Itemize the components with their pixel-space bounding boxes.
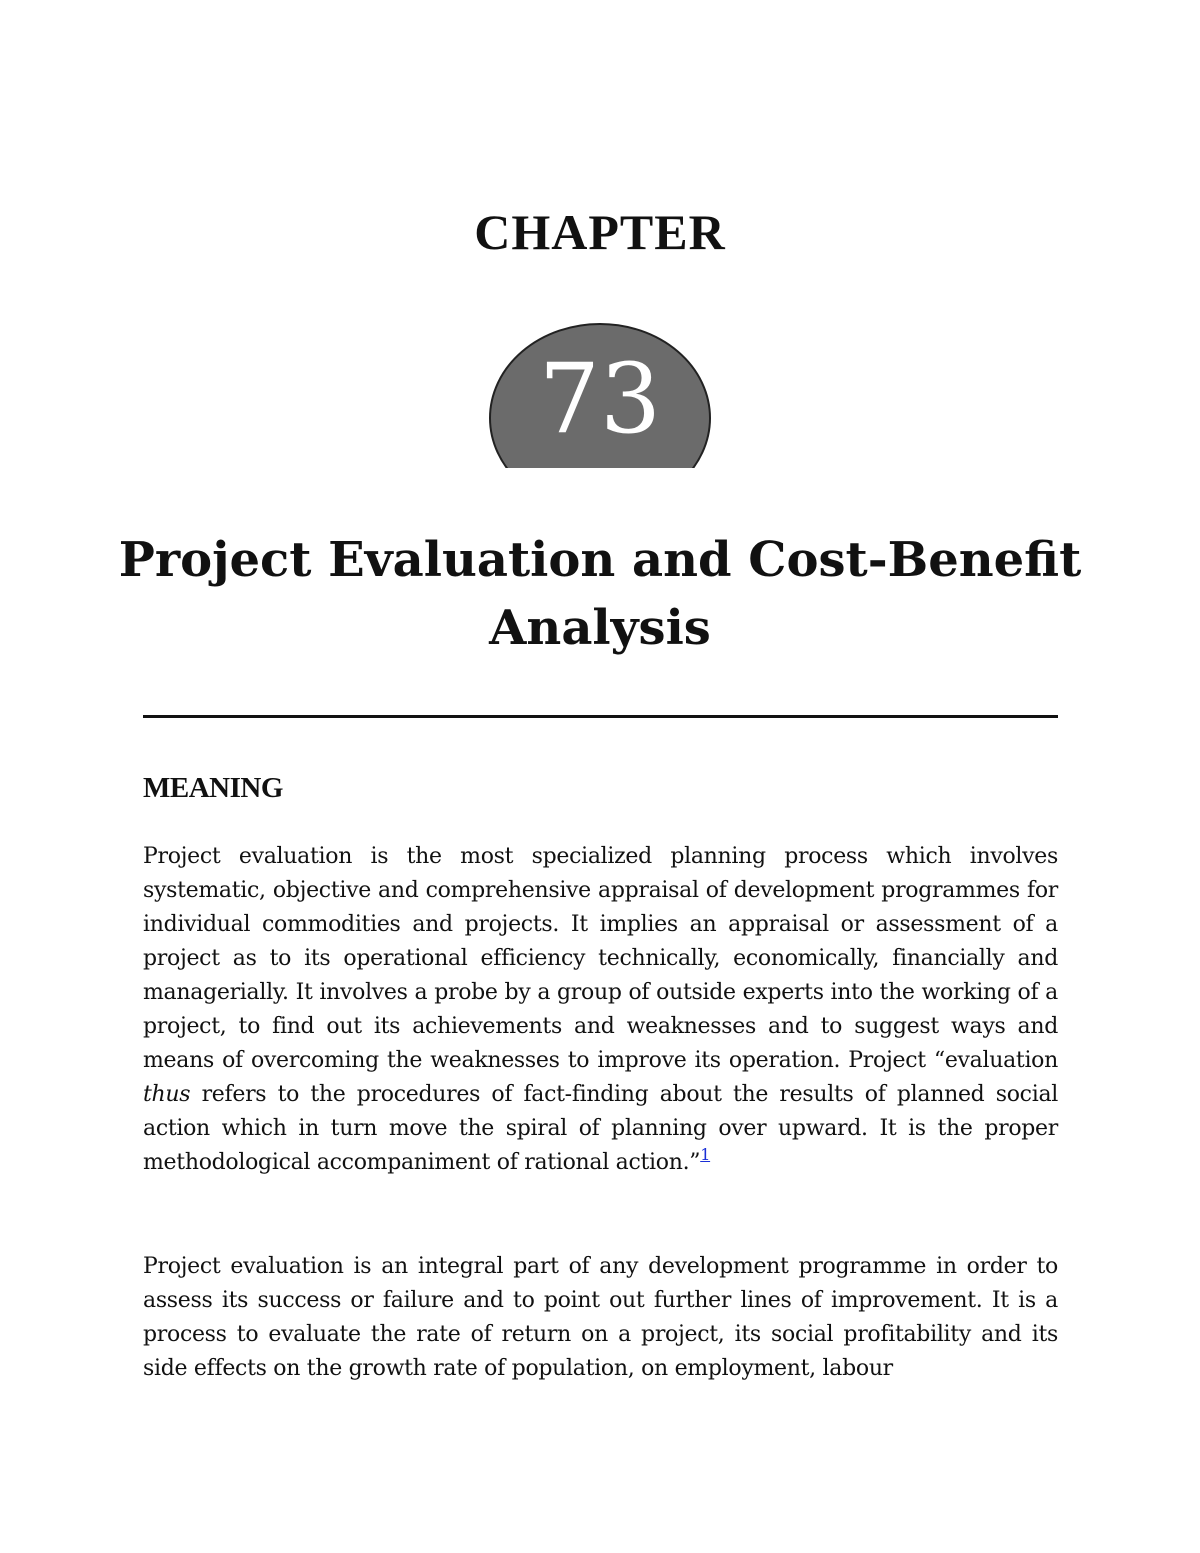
chapter-number: 73 xyxy=(538,343,662,455)
chapter-number-badge xyxy=(488,322,712,468)
paragraph-1-text-start: Project evaluation is the most specialized planning process which involves systematic, objective and comprehensive appraisal of development programmes for individual commodities and projects. It implies an appraisal or assessment of a project as to its operational efficiency technically, economically, financially and managerially. It involves a probe by a group of outside experts into the working of a project, to find out its achievements and weaknesses and to suggest ways and means of overcoming the weaknesses to improve its operation. Project “evaluation xyxy=(143,844,1058,1073)
body-paragraph-1 xyxy=(143,840,1058,1180)
chapter-label: CHAPTER xyxy=(474,204,726,260)
title-divider xyxy=(143,715,1058,718)
footnote-link[interactable]: 1 xyxy=(700,1145,711,1164)
chapter-title-line-2: Analysis xyxy=(489,600,711,656)
paragraph-1-text-end: refers to the procedures of fact-finding about the results of planned social action which in turn move the spiral of planning over upward. It is the proper methodological accompaniment of rational action.” xyxy=(143,1082,1058,1175)
section-heading: MEANING xyxy=(143,772,283,804)
chapter-title-line-1: Project Evaluation and Cost-Benefit xyxy=(118,532,1082,588)
body-paragraph-2: Project evaluation is an integral part of any development programme in order to assess its success or failure and to point out further lines of improvement. It is a process to evaluate the rate of return on a project, its social profitability and its side effects on the growth rate of population, on employment, labour xyxy=(143,1254,1058,1381)
paragraph-1-italic-word: thus xyxy=(143,1082,191,1107)
chapter-title xyxy=(100,526,1100,662)
